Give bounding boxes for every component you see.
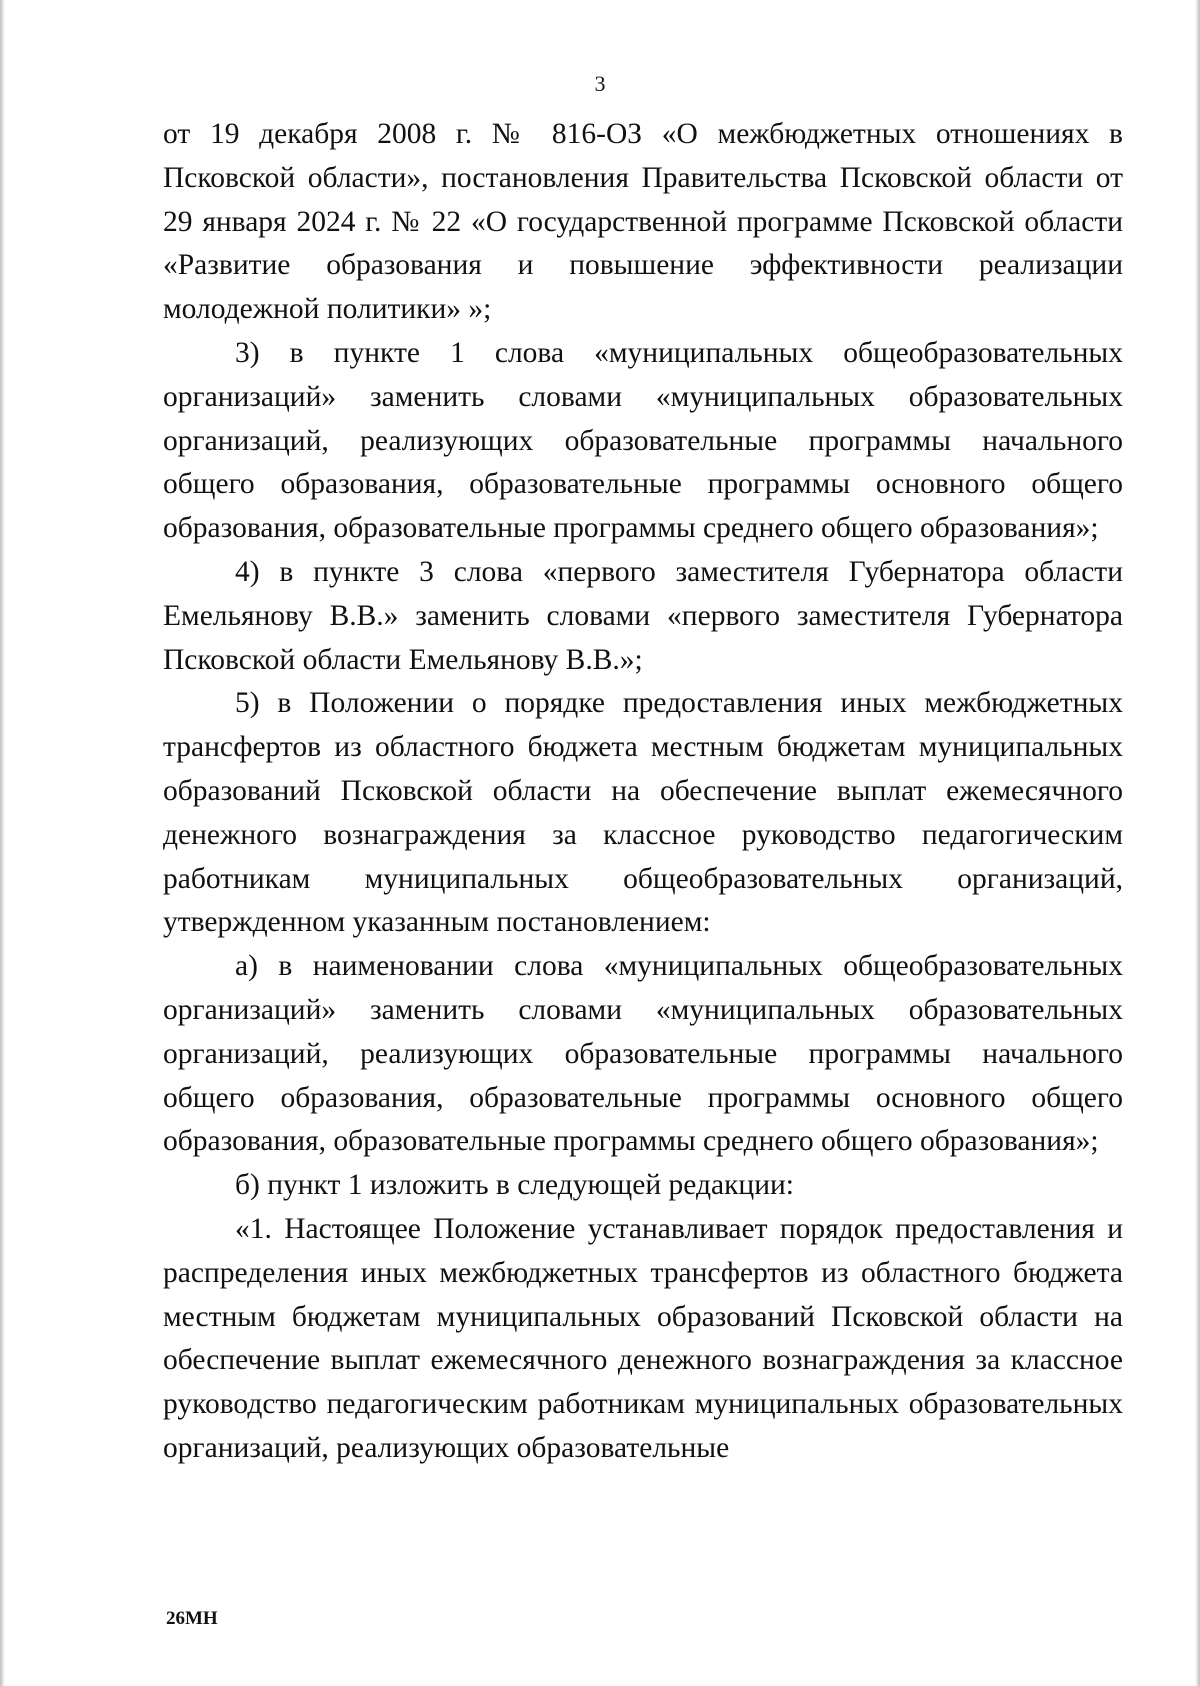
paragraph-item-3: 3) в пункте 1 слова «муниципальных общеобразовательных организаций» заменить словами «муниципальных образовательных организаций, реализующих образовательные программы начального общего образования, образовательные программы основного общего образования, образовательные программы среднего общего образования»; bbox=[163, 336, 1123, 545]
paragraph-item-4: 4) в пункте 3 слова «первого заместителя Губернатора области Емельянову В.В.» заменить словами «первого заместителя Губернатора Псковской области Емельянову В.В.»; bbox=[163, 555, 1123, 676]
paragraph-subitem-b: б) пункт 1 изложить в следующей редакции: bbox=[235, 1169, 794, 1202]
footer-code: 26МН bbox=[166, 1608, 218, 1629]
paragraph-subitem-a: а) в наименовании слова «муниципальных общеобразовательных организаций» заменить словами «муниципальных образовательных организаций, реализующих образовательные программы начального общего образования, образовательные программы основного общего образования, образовательные программы среднего общего образования»; bbox=[163, 950, 1123, 1158]
paragraph-quoted-clause-1: «1. Настоящее Положение устанавливает порядок предоставления и распределения иных межбюджетных трансфертов из областного бюджета местным бюджетам муниципальных образований Псковской области на обеспечение выплат ежемесячного денежного вознаграждения за классное руководство педагогическим работникам муниципальных образовательных организаций, реализующих образовательные bbox=[163, 1212, 1123, 1464]
document-body bbox=[163, 113, 1123, 1471]
scan-edge-left bbox=[0, 0, 5, 1686]
paragraph-continuation: от 19 декабря 2008 г. № 816-ОЗ «О межбюджетных отношениях в Псковской области», постановления Правительства Псковской области от 29 января 2024 г. № 22 «О государственной программе Псковской области «Развитие образования и повышение эффективности реализации молодежной политики» »; bbox=[163, 118, 1123, 326]
page-number: 3 bbox=[594, 71, 606, 96]
scan-edge-right bbox=[1195, 0, 1200, 1686]
paragraph-item-5: 5) в Положении о порядке предоставления иных межбюджетных трансфертов из областного бюджета местным бюджетам муниципальных образований Псковской области на обеспечение выплат ежемесячного денежного вознаграждения за классное руководство педагогическим работникам муниципальных общеобразовательных организаций, утвержденном указанным постановлением: bbox=[163, 687, 1123, 939]
